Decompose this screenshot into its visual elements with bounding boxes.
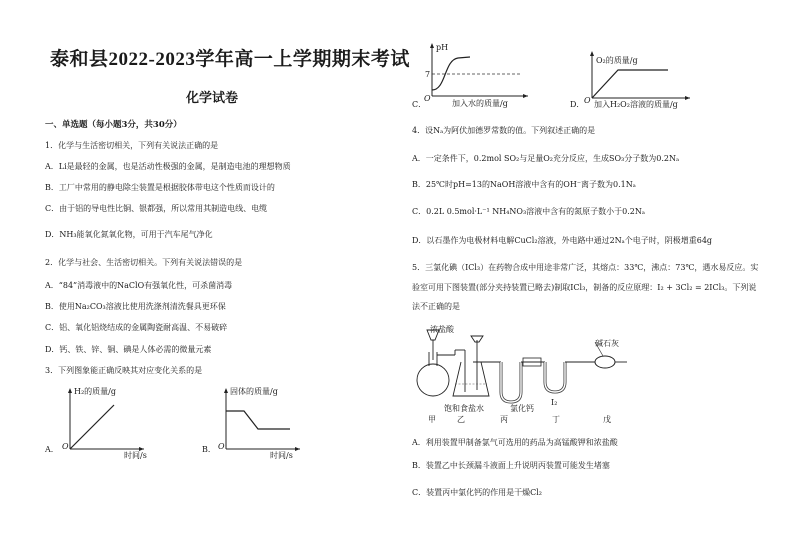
q1-stem: 1．化学与生活密切相关，下列有关说法正确的是 <box>45 141 219 150</box>
q3-graph-c-xlabel: 加入水的质量/g <box>452 99 508 108</box>
q5-option-c: C．装置丙中氯化钙的作用是干燥Cl₂ <box>412 488 543 497</box>
q5-stem-line1: 5．三氯化碘（ICl₃）在药物合成中用途非常广泛，其熔点：33℃，沸点：73℃，遇水易反应。实 <box>412 263 759 272</box>
q5-label-conc-hcl: 浓盐酸 <box>430 325 454 334</box>
q1-option-b: B．工厂中常用的静电除尘装置是根据胶体带电这个性质而设计的 <box>45 183 275 192</box>
q3-graph-d-ylabel: O₂的质量/g <box>596 56 638 65</box>
q3-graph-b-origin: O <box>218 442 225 451</box>
q3-graph-a-label: A． <box>45 445 59 454</box>
q5-label-wu: 戊 <box>603 415 611 424</box>
q3-graph-a-origin: O <box>62 442 69 451</box>
q4-option-a: A．一定条件下，0.2mol SO₂与足量O₂充分反应，生成SO₃分子数为0.2Nₐ <box>412 154 680 163</box>
q3-graph-b-xlabel: 时间/s <box>270 451 293 460</box>
q5-option-a: A．利用装置甲制备氯气可选用的药品为高锰酸钾和浓盐酸 <box>412 438 618 447</box>
q3-graph-c-ylabel: pH <box>436 43 449 52</box>
q5-label-jia: 甲 <box>428 415 436 424</box>
q2-option-d: D．钙、铁、锌、铜、碘是人体必需的微量元素 <box>45 345 212 354</box>
q5-label-ding: 丁 <box>552 415 560 424</box>
q3-graph-a-ylabel: H₂的质量/g <box>74 387 116 396</box>
q3-graph-d-origin: O <box>584 96 591 105</box>
q3-graph-b-label: B． <box>202 445 216 454</box>
q3-graph-c-origin: O <box>424 94 431 103</box>
q5-label-cacl2: 氯化钙 <box>510 404 534 413</box>
q4-stem: 4．设Nₐ为阿伏加德罗常数的值。下列叙述正确的是 <box>412 126 596 135</box>
exam-title: 泰和县2022-2023学年高一上学期期末考试 <box>50 49 410 70</box>
q2-stem: 2．化学与社会、生活密切相关。下列有关说法错误的是 <box>45 258 243 267</box>
q4-option-d: D．以石墨作为电极材料电解CuCl₂溶液，外电路中通过2Nₐ个电子时，阴极增重64g <box>412 236 713 245</box>
q5-label-yi: 乙 <box>457 415 465 424</box>
q1-option-a: A．Li是最轻的金属，也是活动性极强的金属，是制造电池的理想物质 <box>45 162 291 171</box>
q1-option-c: C．由于铝的导电性比铜、银都强，所以常用其制造电线、电缆 <box>45 204 268 213</box>
q3-graph-d-xlabel: 加入H₂O₂溶液的质量/g <box>594 100 678 109</box>
q5-stem-line3: 法不正确的是 <box>412 302 460 311</box>
q1-option-d: D．NH₃能氧化氮氧化物，可用于汽车尾气净化 <box>45 230 213 239</box>
q4-option-b: B．25℃时pH=13的NaOH溶液中含有的OH⁻离子数为0.1Nₐ <box>412 180 636 189</box>
q3-graph-a-xlabel: 时间/s <box>124 451 147 460</box>
q5-label-bing: 丙 <box>500 415 508 424</box>
q3-stem: 3．下列图象能正确反映其对应变化关系的是 <box>45 366 203 375</box>
q5-label-sat-nacl: 饱和食盐水 <box>444 404 484 413</box>
q2-option-c: C．铝、氧化铝烧结成的金属陶瓷耐高温、不易破碎 <box>45 323 228 332</box>
q3-graph-b-ylabel: 固体的质量/g <box>230 387 278 396</box>
q3-graph-c-label: C． <box>412 100 427 109</box>
q5-apparatus-diagram <box>405 322 635 414</box>
q5-stem-line2: 验室可用下图装置(部分夹持装置已略去)制取ICl₃，制备的反应原理：I₂ + 3Cl₂ = 2ICl₃。下列说 <box>412 283 757 292</box>
q4-option-c: C．0.2L 0.5mol·L⁻¹ NH₄NO₃溶液中含有的氮原子数小于0.2Nₐ <box>412 207 645 216</box>
q3-graph-d-label: D． <box>570 100 585 109</box>
q5-option-b: B．装置乙中长颈漏斗液面上升说明丙装置可能发生堵塞 <box>412 461 610 470</box>
section-heading: 一、单选题（每小题3分，共30分） <box>45 120 182 130</box>
exam-subtitle: 化学试卷 <box>186 91 239 106</box>
q3-graph-c-tick: 7 <box>425 70 431 79</box>
q2-option-b: B．使用Na₂CO₃溶液比使用洗涤剂清洗餐具更环保 <box>45 302 226 311</box>
q5-label-iodine: I₂ <box>551 398 558 407</box>
q5-label-soda-lime: 碱石灰 <box>595 339 619 348</box>
q2-option-a: A．“84”消毒液中的NaClO有强氧化性，可杀菌消毒 <box>45 281 233 290</box>
